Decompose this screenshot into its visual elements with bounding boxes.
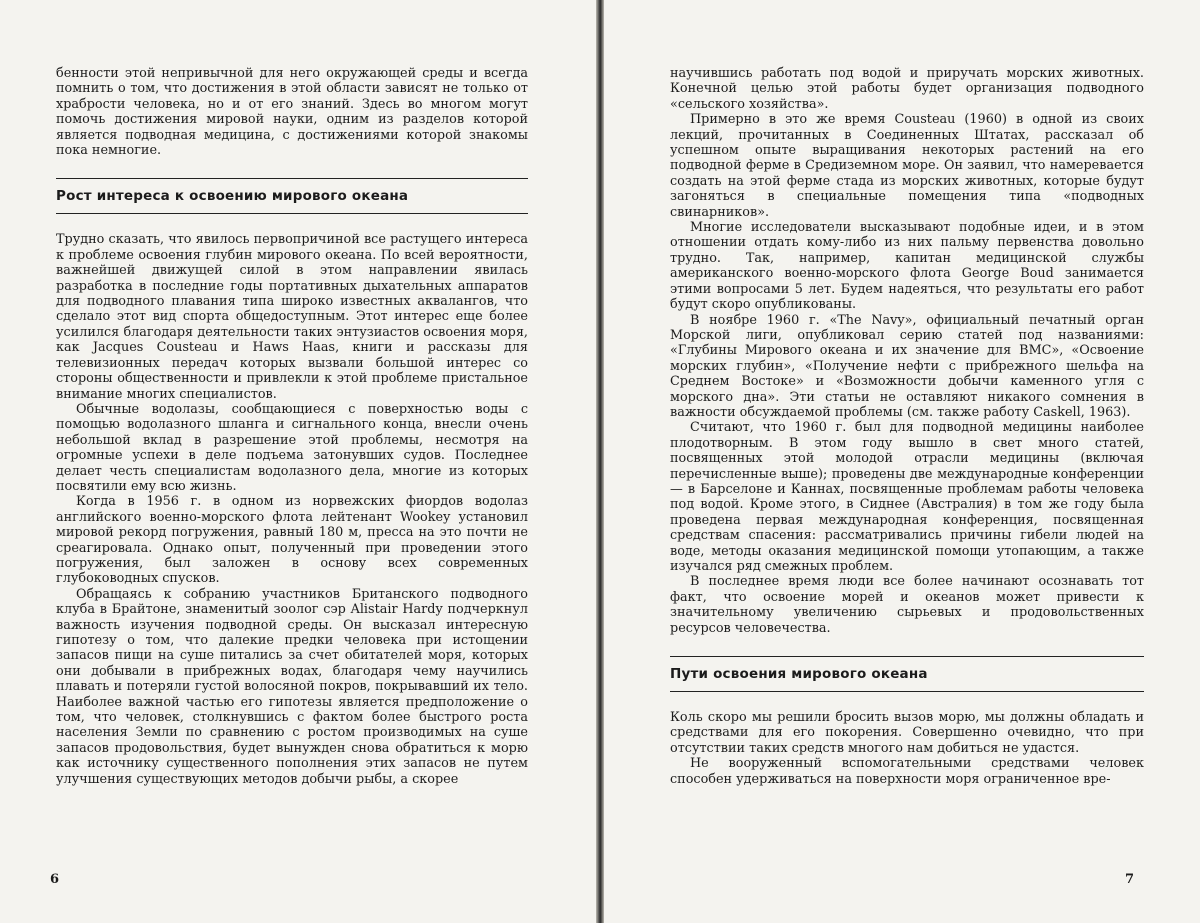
paragraph: Считают, что 1960 г. был для подводной медицины наиболее плодотворным. В этом году вышло в свет много статей, посвященных этой молодой отрасли медицины (включая перечисленные выше); проведены две международные конференции — в Барселоне и Каннах, посвященные проблемам работы человека под водой. Кроме этого, в Сиднее (Австралия) в том же году была проведена первая международная конференция, посвященная средствам спасения: рассматривались причины гибели людей на воде, методы оказания медицинской помощи утопающим, а также изучался ряд смежных проблем. <box>670 420 1144 574</box>
left-text-column <box>56 66 528 787</box>
paragraph: Многие исследователи высказывают подобные идеи, и в этом отношении отдать кому-либо из них пальму первенства довольно трудно. Так, например, капитан медицинской службы американского военно-морского флота George Boud занимается этими вопросами 5 лет. Будем надеяться, что результаты его работ будут скоро опубликованы. <box>670 220 1144 313</box>
paragraph: Коль скоро мы решили бросить вызов морю, мы должны обладать и средствами для его покорения. Совершенно очевидно, что при отсутствии таких средств многого нам добиться не удастся. <box>670 710 1144 756</box>
paragraph: Обычные водолазы, сообщающиеся с поверхностью воды с помощью водолазного шланга и сигнального конца, внесли очень небольшой вклад в разрешение этой проблемы, несмотря на огромные успехи в деле подъема затонувших судов. Последнее делает честь специалистам водолазного дела, многие из которых посвятили ему всю жизнь. <box>56 401 528 494</box>
paragraph: Когда в 1956 г. в одном из норвежских фиордов водолаз английского военно-морского флота лейтенант Wookey установил мировой рекорд погружения, равный 180 м, пресса на это почти не среагировала. Однако опыт, полученный при проведении этого погружения, был заложен в основу всех современных глубоководных спусков. <box>56 494 528 587</box>
paragraph: Не вооруженный вспомогательными средствами человек способен удерживаться на поверхности моря ограниченное вре- <box>670 756 1144 787</box>
left-page <box>0 0 596 923</box>
right-page <box>604 0 1200 923</box>
paragraph: научившись работать под водой и приручать морских животных. Конечной целью этой работы будет организация подводного «сельского хозяйства». <box>670 66 1144 112</box>
section-heading-block <box>670 656 1144 692</box>
paragraph: Примерно в это же время Cousteau (1960) в одной из своих лекций, прочитанных в Соединенных Штатах, рассказал об успешном опыте выращивания некоторых растений на его подводной ферме в Средиземном море. Он заявил, что намеревается создать на этой ферме стада из морских животных, которые будут загоняться в специальные помещения типа «подводных свинарников». <box>670 112 1144 220</box>
section-heading: Пути освоения мирового океана <box>670 666 928 683</box>
paragraph: Обращаясь к собранию участников Британского подводного клуба в Брайтоне, знаменитый зоолог сэр Alistair Hardy подчеркнул важность изучения подводной среды. Он высказал интересную гипотезу о том, что далекие предки человека при истощении запасов пищи на суше питались за счет обитателей моря, которых они добывали в прибрежных водах, благодаря чему научились плавать и потеряли густой волосяной покров, покрывавший их тело. Наиболее важной частью его гипотезы является предположение о том, что человек, столкнувшись с фактом более быстрого роста населения Земли по сравнению с ростом производимых на суше запасов продовольствия, будет вынужден снова обратиться к морю как источнику существенного пополнения этих запасов не путем улучшения существующих методов добычи рыбы, а скорее <box>56 586 528 787</box>
paragraph: В ноябре 1960 г. «The Navy», официальный печатный орган Морской лиги, опубликовал серию статей под названиями: «Глубины Мирового океана и их значение для ВМС», «Освоение морских глубин», «Получение нефти с прибрежного шельфа на Среднем Востоке» и «Возможности добычи каменного угля с морского дна». Эти статьи не оставляют никакого сомнения в важности обсуждаемой проблемы (см. также работу Caskell, 1963). <box>670 312 1144 420</box>
section-heading-block <box>56 178 528 214</box>
section-heading: Рост интереса к освоению мирового океана <box>56 188 409 205</box>
paragraph: бенности этой непривычной для него окружающей среды и всегда помнить о том, что достижения в этой области зависят не только от храбрости человека, но и от его знаний. Здесь во многом могут помочь достижения мировой науки, одним из разделов которой является подводная медицина, с достижениями которой знакомы пока немногие. <box>56 66 528 159</box>
paragraph: В последнее время люди все более начинают осознавать тот факт, что освоение морей и океанов может привести к значительному увеличению сырьевых и продовольственных ресурсов человечества. <box>670 574 1144 636</box>
heading-rule-bottom <box>670 691 1144 692</box>
book-gutter <box>596 0 604 923</box>
right-text-column <box>670 66 1144 787</box>
paragraph: Трудно сказать, что явилось первопричиной все растущего интереса к проблеме освоения глубин мирового океана. По всей вероятности, важнейшей движущей силой в этом направлении явилась разработка в последние годы портативных дыхательных аппаратов для подводного плавания типа широко известных аквалангов, что сделало этот вид спорта общедоступным. Этот интерес еще более усилился благодаря деятельности таких энтузиастов освоения моря, как Jacques Cousteau и Haws Haas, книги и рассказы для телевизионных передач которых вызвали большой интерес со стороны общественности и привлекли к этой проблеме пристальное внимание многих специалистов. <box>56 232 528 402</box>
page-number: 7 <box>1124 872 1134 887</box>
heading-rule-bottom <box>56 213 528 214</box>
page-number: 6 <box>50 872 60 887</box>
